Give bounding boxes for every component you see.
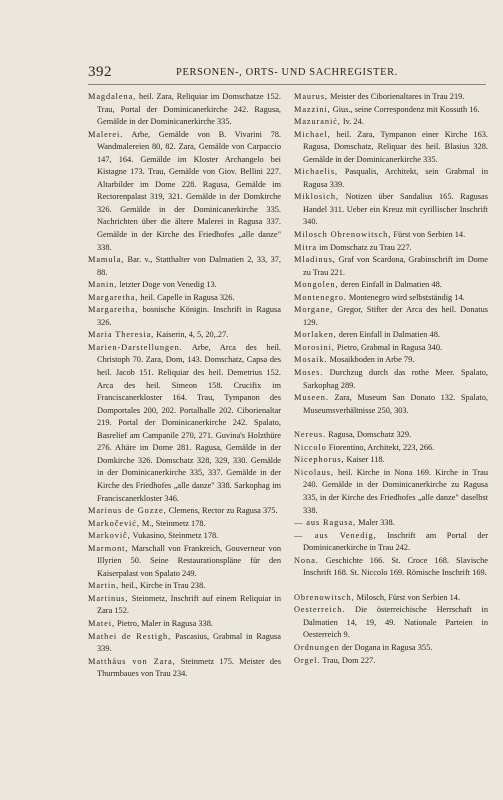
- entry-headword: Miklosich,: [294, 192, 339, 202]
- index-entry: [88, 518, 281, 531]
- entry-headword: Mazzini,: [294, 104, 331, 114]
- entry-headword: Manin,: [88, 280, 118, 290]
- index-entry: [294, 604, 488, 642]
- index-entry: [294, 530, 488, 555]
- index-entry: [88, 580, 281, 593]
- entry-text: der Dogana in Ragusa 355.: [339, 642, 433, 652]
- entry-headword: Michaelis,: [294, 167, 338, 177]
- entry-headword: Mongolen,: [294, 280, 339, 290]
- index-entry: [88, 329, 281, 342]
- entry-text: Inschrift am Portal der Dominicanerkirche in Trau 242.: [303, 530, 488, 553]
- entry-headword: Margaretha,: [88, 292, 139, 302]
- entry-headword: Marmont,: [88, 543, 129, 553]
- index-entry: [294, 129, 488, 167]
- index-entry: [294, 191, 488, 229]
- entry-headword: Michael,: [294, 129, 331, 139]
- entry-text: Pasqualis, Architekt, sein Grabmal in Ragusa 339.: [303, 167, 488, 189]
- entry-headword: Oesterreich.: [294, 605, 346, 615]
- entry-headword: Maurus,: [294, 92, 328, 101]
- index-entry: [88, 505, 281, 518]
- index-entry: [294, 304, 488, 329]
- entry-headword: Moses.: [294, 368, 324, 378]
- index-entry: [294, 642, 488, 655]
- index-entry: [88, 543, 281, 581]
- index-entry: [294, 229, 488, 242]
- entry-text: Arbe, Arca des heil. Christoph 70. Zara, Dom, 143. Domschatz, Capsa des heil. Jacob 151. Reliquiar des heil. Demetrius 152. Arca des heil. Simeon 158. Crucifix im Franciscanerkloster 164. Trau, Tympanon des Domportales 200, 202. Portalhalle 202. Ciborienaltar 219. Portal der Dominicanerkirche 242. Spalato, Basrelief am Campanile 270, 271. Guvina's Holzthüre 276. Altäre im Dome 281. Ragusa, Gemälde in der Domkirche 326. Domschatz 328, 329, 330. Gemälde in der Dominicanerkirche 335, 337. Gemälde in der Kirche des Friedhofes „alle danze" 338. Sarkophag im Franciscanerkloster 346.: [97, 342, 281, 503]
- index-entry: [294, 655, 488, 668]
- entry-headword: Magdalena,: [88, 92, 137, 101]
- entry-text: Gregor, Stifter der Arca des heil. Donatus 129.: [303, 305, 488, 327]
- index-entry: [294, 354, 488, 367]
- entry-headword: Museen.: [294, 393, 329, 403]
- entry-headword: — aus Venedig,: [294, 530, 377, 540]
- entry-text: Maler 338.: [356, 518, 395, 528]
- entry-text: Pietro, Grabmal in Ragusa 340.: [334, 342, 443, 352]
- entry-text: heil. Capelle in Ragusa 326.: [138, 292, 235, 302]
- running-head: PERSONEN-, ORTS- UND SACHREGISTER.: [176, 67, 398, 78]
- entry-headword: Mosaik.: [294, 355, 328, 365]
- entry-text: Zara, Museum San Donato 132. Spalato, Museumsverhältnisse 250, 303.: [303, 393, 488, 415]
- entry-text: Gius., seine Correspondenz mit Kossuth 16.: [330, 104, 480, 114]
- entry-headword: Obrenowitsch,: [294, 592, 355, 602]
- entry-text: Vukasino, Steinmetz 178.: [130, 531, 219, 541]
- left-column: [88, 91, 281, 681]
- entry-headword: — aus Ragusa,: [294, 518, 356, 528]
- entry-text: Graf von Scardona, Grabinschrift im Dome zu Trau 221.: [303, 255, 488, 277]
- entry-text: Iv. 24.: [340, 117, 364, 127]
- entry-text: Geschichte 166. St. Croce 168. Slavische Inschrift 168. St. Niccolo 169. Römische Inschrift 169.: [303, 555, 488, 578]
- index-entry: [294, 279, 488, 292]
- entry-headword: Milosch Obrenowitsch,: [294, 230, 392, 240]
- entry-text: Pascasius, Grabmal in Ragusa 339.: [97, 631, 281, 654]
- entry-text: Kaiser 118.: [344, 455, 385, 465]
- entry-text: Durchzug durch das rothe Meer. Spalato, Sarkophag 289.: [303, 368, 488, 390]
- entry-text: Montenegro wird selbstständig 14.: [346, 292, 465, 302]
- entry-headword: Morosini,: [294, 342, 335, 352]
- entry-text: letzter Doge von Venedig 13.: [117, 280, 217, 290]
- entry-headword: Montenegro.: [294, 292, 347, 302]
- index-entry: [294, 292, 488, 305]
- entry-headword: Markovič,: [88, 531, 131, 541]
- entry-text: heil., Kirche in Trau 238.: [119, 581, 206, 591]
- index-entry: [294, 104, 488, 117]
- entry-headword: Margaretha,: [88, 305, 139, 315]
- entry-text: im Domschatz zu Trau 227.: [317, 242, 412, 252]
- entry-text: Mosaikboden in Arbe 79.: [327, 355, 415, 365]
- entry-text: Fürst von Serbien 14.: [391, 230, 466, 240]
- entry-headword: Nicephorus,: [294, 455, 345, 465]
- entry-text: heil. Kirche in Nona 169. Kirche in Trau 240. Gemälde in der Dominicanerkirche zu Ragusa 335, in der Kirche des Friedhofes „alle danze" daselbst 338.: [303, 467, 488, 515]
- index-entry: [294, 166, 488, 191]
- entry-text: Marschall von Frankreich, Gouverneur von Illyrien 50. Seine Restaurationspläne für den Kaiserpalast von Spalato 249.: [97, 543, 281, 578]
- index-entry: [88, 530, 281, 543]
- entry-text: Kaiserin, 4, 5, 20,.27.: [154, 330, 229, 340]
- index-entry: [88, 618, 281, 631]
- entry-text: Clemens, Rector zu Ragusa 375.: [166, 506, 278, 516]
- entry-headword: Orgel.: [294, 655, 321, 665]
- index-entry: [88, 593, 281, 618]
- entry-headword: Malerei.: [88, 129, 124, 139]
- index-entry: [294, 254, 488, 279]
- entry-headword: Martin,: [88, 581, 120, 591]
- entry-headword: Martinus,: [88, 593, 129, 603]
- entry-headword: Matthäus von Zara,: [88, 656, 176, 666]
- index-entry: [294, 454, 488, 467]
- entry-text: heil. Zara, Reliquiar im Domschatze 152. Trau, Portal der Dominicanerkirche 242. Ragusa, Gemälde in der Dominicanerkirche 335.: [97, 92, 281, 127]
- entry-headword: Nona.: [294, 555, 319, 565]
- index-entry: [88, 304, 281, 329]
- index-entry: [88, 342, 281, 505]
- entry-text: Steinmetz, Inschrift auf einem Reliquiar in Zara 152.: [97, 593, 281, 616]
- index-entry: [294, 392, 488, 417]
- entry-text: heil. Zara, Tympanon einer Kirche 163. Ragusa, Domschatz, Reliquar des heil. Blasius 328. Gemälde in der Dominicanerkirche 335.: [303, 129, 488, 164]
- entry-headword: Ordnungen: [294, 642, 340, 652]
- index-entry: [294, 592, 488, 605]
- entry-text: Arbe, Gemälde von B. Vivarini 78. Wandmalereien 80, 82. Zara, Gemälde von Carpaccio 147, 164. Gemälde im Kloster Archangelo bei Kistagne 173. Trau, Gemälde von Giov. Bellini 227. Altarbilder im Dome 228. Ragusa, Gemälde im Rectorenpalast 319, 321. Gemälde in der Domkirche 326. Gemälde in der Dominicanerkirche 335. Nachrichten über die ältere Malerei in Ragusa 337. Gemälde in der Kirche des Friedhofes „alle danze" 338.: [97, 129, 281, 252]
- page-number: 392: [88, 64, 112, 80]
- entry-headword: Mitra: [294, 242, 318, 252]
- index-entry: [294, 329, 488, 342]
- entry-headword: Morgane,: [294, 305, 334, 315]
- entry-text: Notizen über Sandalius 165. Ragusas Handel 311. Ueber ein Kreuz mit cyrillischer Inschrift 340.: [303, 192, 488, 227]
- entry-headword: Mathei de Restigh,: [88, 631, 172, 641]
- entry-text: deren Einfall in Dalmatien 48.: [338, 280, 442, 290]
- index-entry: [294, 517, 488, 530]
- entry-text: Fiorentino, Architekt, 223, 266.: [326, 442, 435, 452]
- entry-text: Pietro, Maler in Ragusa 338.: [114, 618, 213, 628]
- entry-headword: Matei,: [88, 618, 115, 628]
- entry-headword: Mladinus,: [294, 255, 336, 265]
- index-entry: [294, 367, 488, 392]
- index-entry: [88, 279, 281, 292]
- index-entry: [294, 555, 488, 580]
- entry-text: Meister des Ciborienaltares in Trau 219.: [327, 92, 465, 101]
- entry-headword: Markočević,: [88, 518, 140, 528]
- right-column: [294, 91, 488, 667]
- index-entry: [294, 242, 488, 255]
- entry-headword: Morlaken,: [294, 330, 337, 340]
- index-entry: [294, 116, 488, 129]
- entry-text: Die österreichische Herrschaft in Dalmatien 14, 19, 49. Nationale Parteien in Oesterreich 9.: [303, 605, 488, 640]
- entry-text: Bar. v., Statthalter von Dalmatien 2, 33, 37, 88.: [97, 255, 281, 277]
- index-entry: [88, 129, 281, 254]
- index-entry: [294, 429, 488, 442]
- entry-headword: Niccolo: [294, 442, 327, 452]
- index-entry: [88, 254, 281, 279]
- entry-headword: Nereus.: [294, 430, 327, 440]
- index-entry: [294, 467, 488, 517]
- entry-headword: Mazuranić,: [294, 117, 341, 127]
- entry-headword: Marien-Darstellungen.: [88, 342, 183, 352]
- header-rule: [88, 84, 486, 85]
- entry-text: bosnische Königin. Inschrift in Ragusa 326.: [97, 305, 281, 327]
- index-entry: [88, 91, 281, 129]
- index-entry: [294, 442, 488, 455]
- index-entry: [88, 292, 281, 305]
- entry-headword: Maria Theresia,: [88, 330, 155, 340]
- entry-text: Trau, Dom 227.: [320, 655, 376, 665]
- entry-text: Steinmetz 175. Meister des Thurmbaues von Trau 234.: [97, 656, 281, 679]
- index-entry: [294, 91, 488, 104]
- entry-text: Ragusa, Domschatz 329.: [326, 430, 412, 440]
- index-entry: [294, 342, 488, 355]
- entry-text: deren Einfall in Dalmatien 48.: [336, 330, 440, 340]
- entry-text: M., Steinmetz 178.: [139, 518, 206, 528]
- entry-headword: Nicolaus,: [294, 467, 334, 477]
- index-entry: [88, 656, 281, 681]
- index-entry: [88, 631, 281, 656]
- entry-headword: Mamula,: [88, 255, 125, 265]
- entry-headword: Marinus de Gozze,: [88, 506, 167, 516]
- entry-text: Milosch, Fürst von Serbien 14.: [354, 592, 461, 602]
